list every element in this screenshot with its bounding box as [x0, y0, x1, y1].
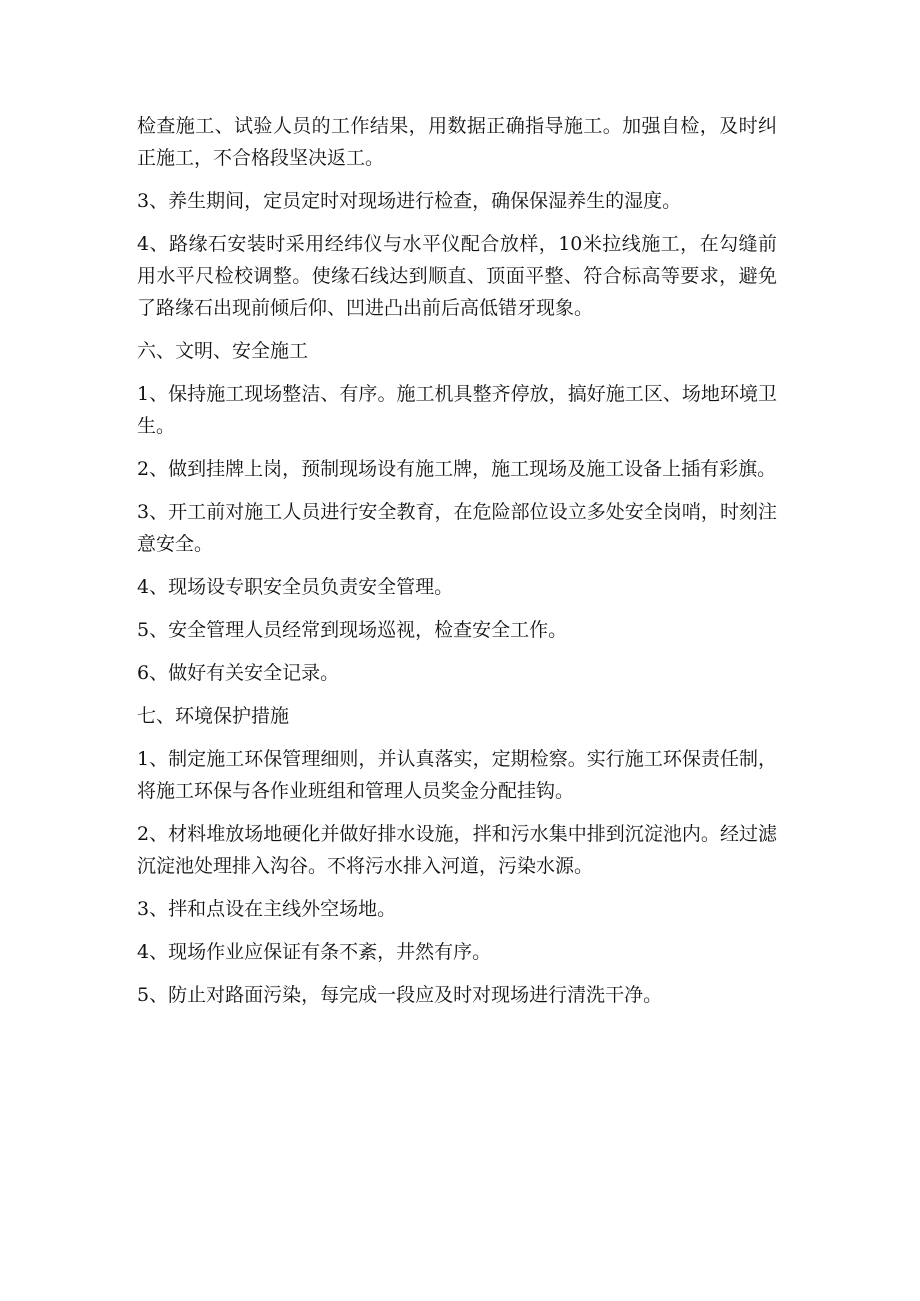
list-item: 3、拌和点设在主线外空场地。 [137, 898, 397, 920]
document-body [137, 110, 777, 1022]
section-heading-environmental-protection: 七、环境保护措施 [137, 705, 290, 727]
paragraph-inspection: 检查施工、试验人员的工作结果，用数据正确指导施工。加强自检，及时纠正施工，不合格段坚决返工。 [137, 115, 777, 169]
list-item: 4、现场设专职安全员负责安全管理。 [137, 576, 454, 598]
list-item: 2、材料堆放场地硬化并做好排水设施，拌和污水集中排到沉淀池内。经过滤沉淀池处理排入沟谷。不将污水排入河道，污染水源。 [137, 823, 777, 877]
list-item: 1、制定施工环保管理细则，并认真落实，定期检察。实行施工环保责任制，将施工环保与各作业班组和管理人员奖金分配挂钩。 [137, 748, 777, 802]
list-item: 5、安全管理人员经常到现场巡视，检查安全工作。 [137, 619, 568, 641]
list-item: 5、防止对路面污染，每完成一段应及时对现场进行清洗干净。 [137, 984, 663, 1006]
list-item: 3、开工前对施工人员进行安全教育，在危险部位设立多处安全岗哨，时刻注意安全。 [137, 501, 777, 555]
paragraph-curb-installation: 4、路缘石安装时采用经纬仪与水平仪配合放样，10米拉线施工，在勾缝前用水平尺检校调整。使缘石线达到顺直、顶面平整、符合标高等要求，避免了路缘石出现前倾后仰、凹进凸出前后高低错牙现象。 [137, 233, 777, 319]
paragraph-curing: 3、养生期间，定员定时对现场进行检查，确保保湿养生的湿度。 [137, 190, 682, 212]
list-item: 1、保持施工现场整洁、有序。施工机具整齐停放，搞好施工区、场地环境卫生。 [137, 383, 777, 437]
section-heading-civilized-safety: 六、文明、安全施工 [137, 340, 309, 362]
list-item: 6、做好有关安全记录。 [137, 662, 340, 684]
list-item: 2、做到挂牌上岗，预制现场设有施工牌，施工现场及施工设备上插有彩旗。 [137, 458, 777, 480]
list-item: 4、现场作业应保证有条不紊，井然有序。 [137, 941, 492, 963]
